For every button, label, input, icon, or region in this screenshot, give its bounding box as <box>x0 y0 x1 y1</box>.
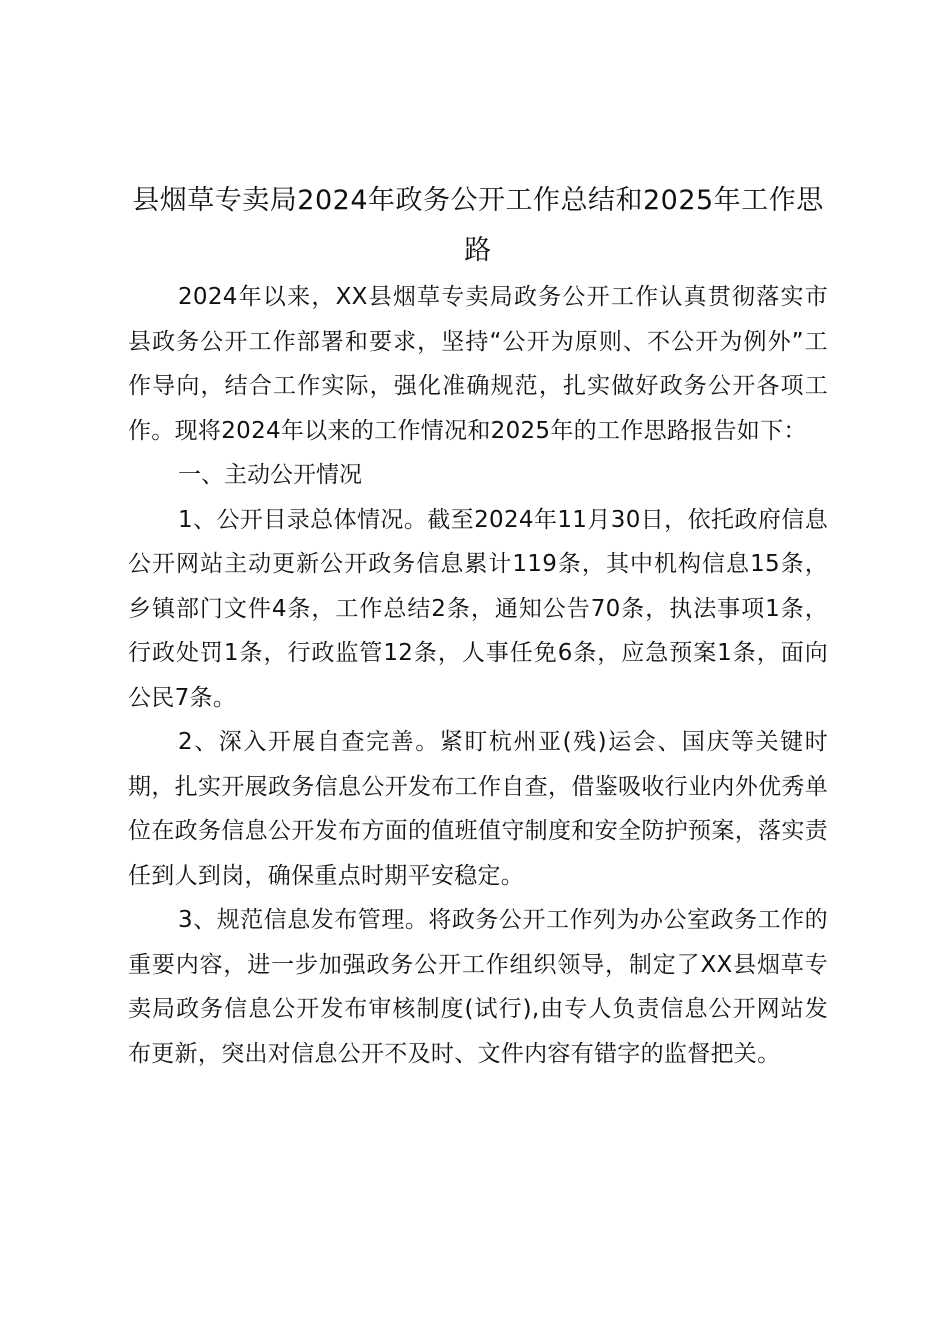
item-paragraph-3: 3、规范信息发布管理。将政务公开工作列为办公室政务工作的重要内容，进一步加强政务公开工作组织领导，制定了XX县烟草专卖局政务信息公开发布审核制度(试行),由专人负责信息公开网站发布更新，突出对信息公开不及时、文件内容有错字的监督把关。 <box>128 907 828 1067</box>
intro-paragraph: 2024年以来，XX县烟草专卖局政务公开工作认真贯彻落实市县政务公开工作部署和要求，坚持“公开为原则、不公开为例外”工作导向，结合工作实际，强化准确规范，扎实做好政务公开各项工作。现将2024年以来的工作情况和2025年的工作思路报告如下： <box>128 284 828 444</box>
item-paragraph-1: 1、公开目录总体情况。截至2024年11月30日，依托政府信息公开网站主动更新公开政务信息累计119条，其中机构信息15条，乡镇部门文件4条，工作总结2条，通知公告70条，执法事项1条，行政处罚1条，行政监管12条，人事任免6条，应急预案1条，面向公民7条。 <box>128 506 828 711</box>
document-title: 县烟草专卖局2024年政务公开工作总结和2025年工作思路 <box>132 185 824 266</box>
document-body <box>128 275 828 1076</box>
item-paragraph-2: 2、深入开展自查完善。紧盯杭州亚(残)运会、国庆等关键时期，扎实开展政务信息公开发布工作自查，借鉴吸收行业内外优秀单位在政务信息公开发布方面的值班值守制度和安全防护预案，落实责任到人到岗，确保重点时期平安稳定。 <box>128 729 828 889</box>
section-heading-1: 一、主动公开情况 <box>178 462 362 488</box>
